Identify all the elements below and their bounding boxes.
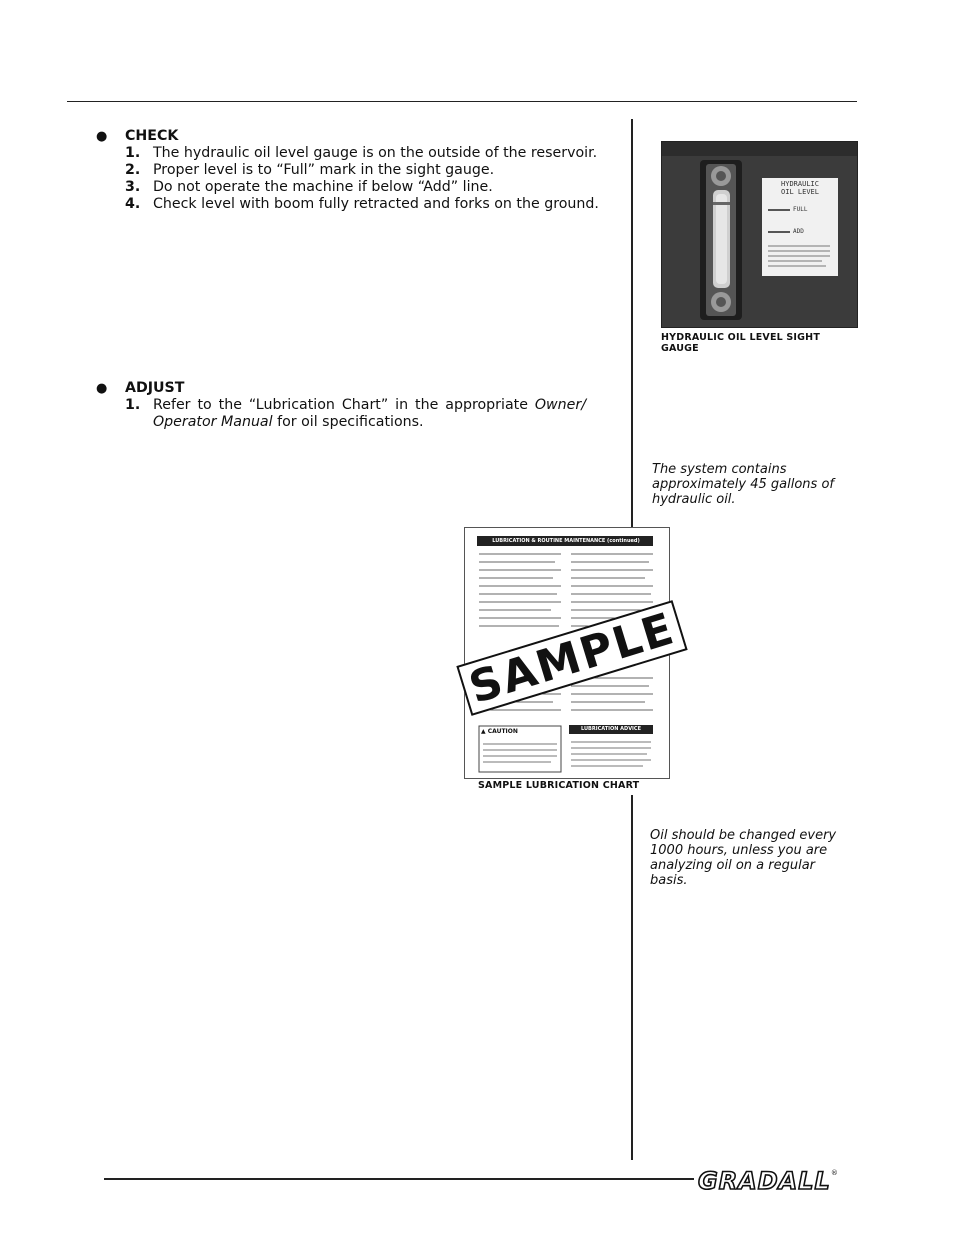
chart-advice-label: LUBRICATION ADVICE	[580, 726, 642, 732]
item-text-part: for oil specifications.	[272, 414, 424, 430]
oil-change-note: Oil should be changed every 1000 hours, unless you are analyzing oil on a regular basis.	[650, 828, 837, 888]
manual-reference: Owner/ Operator Manual	[153, 397, 586, 430]
item-number: 2.	[125, 162, 141, 178]
sight-gauge-illustration	[662, 142, 857, 327]
item-text: Proper level is to “Full” mark in the sight gauge.	[153, 162, 495, 178]
list-item	[125, 196, 616, 213]
gradall-logo	[698, 1167, 858, 1199]
list-item	[125, 179, 616, 196]
item-text-part: Refer to the “Lubrication Chart” in the appropriate	[153, 397, 535, 413]
check-heading: CHECK	[125, 128, 179, 144]
gauge-decal-line: HYDRAULIC	[781, 180, 819, 188]
capacity-note: The system contains approximately 45 gallons of hydraulic oil.	[652, 462, 834, 507]
lubrication-chart-image	[455, 527, 690, 780]
chart-caution-label: ▲ CAUTION	[481, 728, 518, 735]
chart-header-text: LUBRICATION & ROUTINE MAINTENANCE (continued)	[492, 538, 640, 544]
item-number: 1.	[125, 397, 141, 413]
sample-stamp-text: SAMPLE	[463, 602, 681, 714]
item-text	[153, 397, 586, 431]
chart-caution-text: CAUTION	[487, 728, 518, 735]
list-item	[125, 162, 616, 179]
item-number: 1.	[125, 145, 141, 161]
column-divider	[631, 795, 633, 1160]
gauge-caption: HYDRAULIC OIL LEVEL SIGHT GAUGE	[661, 332, 820, 354]
logo-wordmark: GRADALL	[698, 1167, 831, 1195]
adjust-section	[96, 380, 586, 431]
list-item	[96, 397, 586, 431]
lubrication-chart-caption: SAMPLE LUBRICATION CHART	[478, 780, 640, 791]
gauge-add-label: ADD	[793, 228, 804, 235]
check-list	[96, 145, 616, 213]
sight-gauge-photo	[661, 141, 858, 328]
item-text: Do not operate the machine if below “Add” line.	[153, 179, 493, 195]
check-heading-row	[96, 128, 616, 145]
header-rule	[67, 101, 857, 102]
column-divider	[631, 119, 633, 529]
bullet: ●	[96, 129, 108, 144]
gauge-decal-title	[762, 180, 838, 196]
footer-rule	[104, 1178, 694, 1180]
adjust-heading: ADJUST	[125, 380, 185, 396]
gauge-full-label: FULL	[793, 206, 808, 213]
check-section	[96, 128, 616, 213]
gauge-decal-line: OIL LEVEL	[781, 188, 819, 196]
item-number: 3.	[125, 179, 141, 195]
bullet: ●	[96, 381, 108, 396]
list-item	[125, 145, 616, 162]
registered-mark: ®	[830, 1169, 838, 1177]
adjust-heading-row	[96, 380, 586, 397]
item-number: 4.	[125, 196, 141, 212]
item-text: The hydraulic oil level gauge is on the outside of the reservoir.	[153, 145, 598, 161]
item-text: Check level with boom fully retracted and forks on the ground.	[153, 196, 599, 212]
